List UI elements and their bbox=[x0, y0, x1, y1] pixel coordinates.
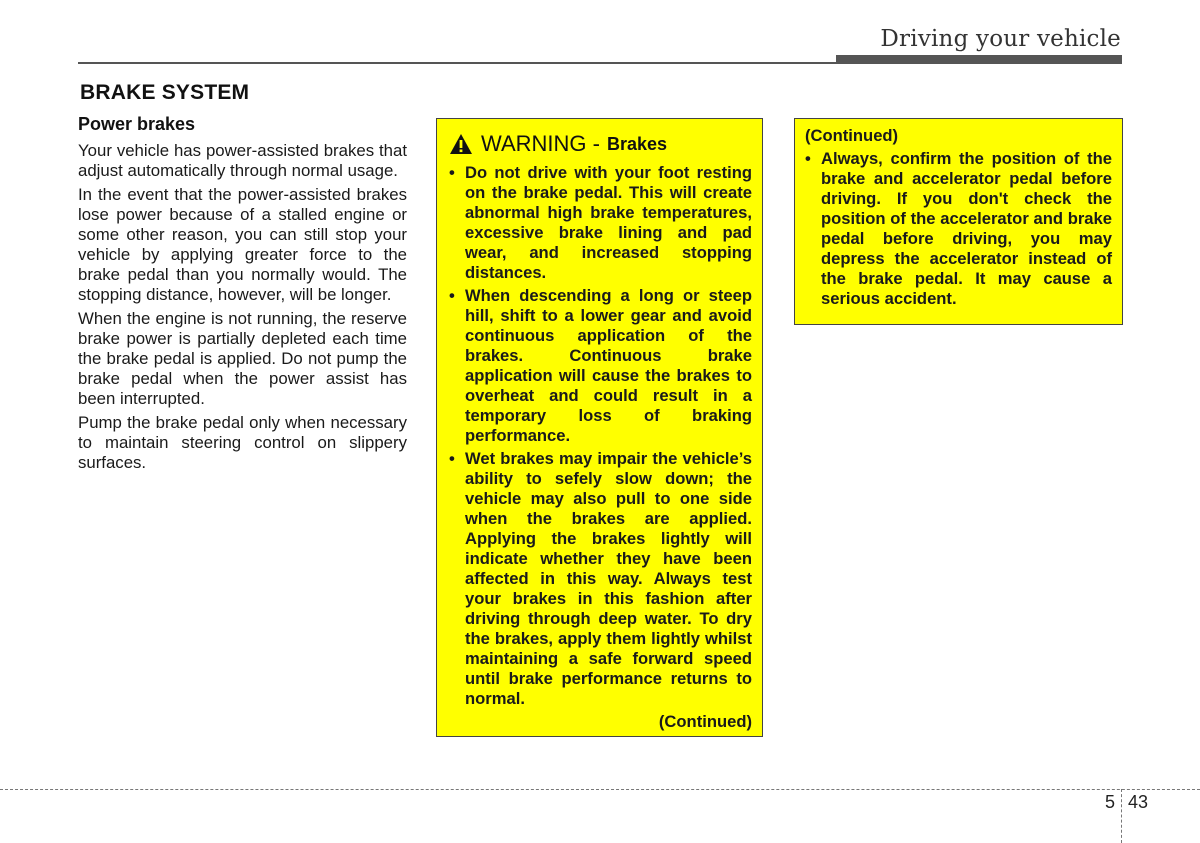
header-accent-bar bbox=[836, 55, 1122, 63]
footer-divider bbox=[1121, 789, 1122, 843]
brake-warning-continuation-box bbox=[794, 118, 1123, 325]
continued-label: (Continued) bbox=[805, 126, 899, 145]
warning-header bbox=[449, 131, 752, 157]
bullet-glyph: • bbox=[805, 149, 811, 168]
bullet-glyph: • bbox=[449, 449, 455, 468]
brake-warning-box bbox=[436, 118, 763, 737]
page-header-title: Driving your vehicle bbox=[880, 26, 1121, 52]
warning-triangle-icon bbox=[449, 133, 473, 155]
warning-label: WARNING - bbox=[481, 131, 600, 156]
bullet-glyph: • bbox=[449, 286, 455, 305]
paragraph: Pump the brake pedal only when necessary to maintain steering control on slippery surfaces. bbox=[78, 413, 407, 472]
continuation-list bbox=[805, 149, 1112, 309]
footer-rule bbox=[0, 789, 1200, 790]
power-brakes-heading: Power brakes bbox=[78, 114, 196, 134]
chapter-number: 5 bbox=[1105, 792, 1116, 812]
list-item-text: When descending a long or steep hill, shift to a lower gear and avoid continuous application of the brakes. Continuous brake application will cause the brakes to overheat and could result in a temporary loss of braking performance. bbox=[465, 286, 752, 445]
page-number: 43 bbox=[1128, 792, 1149, 812]
warning-list bbox=[449, 163, 752, 709]
list-item-text: Wet brakes may impair the vehicle’s ability to sefely slow down; the vehicle may also pull to one side when the brakes are applied. Applying the brakes lightly will indicate whether they have been affected in this way. Always test your brakes in this fashion after driving through deep water. To dry the brakes, apply them lightly whilst maintaining a safe forward speed until brake performance returns to normal. bbox=[465, 449, 752, 708]
warning-topic: Brakes bbox=[606, 133, 667, 154]
list-item bbox=[449, 163, 752, 283]
list-item-text: Always, confirm the position of the brake and accelerator pedal before driving. If you don't check the position of the accelerator and brake pedal before driving, you may depress the accelerator instead of the brake pedal. It may cause a serious accident. bbox=[821, 149, 1112, 308]
list-item bbox=[449, 449, 752, 709]
paragraph: When the engine is not running, the reserve brake power is partially depleted each time the brake pedal is applied. Do not pump the brake pedal when the power assist has been interrupted. bbox=[78, 309, 407, 408]
list-item-text: Do not drive with your foot resting on the brake pedal. This will create abnormal high brake temperatures, excessive brake lining and pad wear, and increased stopping distances. bbox=[465, 163, 752, 282]
power-brakes-column bbox=[78, 114, 407, 477]
section-title: BRAKE SYSTEM bbox=[80, 81, 250, 104]
list-item bbox=[449, 286, 752, 446]
list-item bbox=[805, 149, 1112, 309]
bullet-glyph: • bbox=[449, 163, 455, 182]
continued-note: (Continued) bbox=[658, 712, 752, 731]
paragraph: Your vehicle has power-assisted brakes that adjust automatically through normal usage. bbox=[78, 141, 407, 180]
paragraph: In the event that the power-assisted brakes lose power because of a stalled engine or some other reason, you can still stop your vehicle by applying greater force to the brake pedal than you normally would. The stopping distance, however, will be longer. bbox=[78, 185, 407, 304]
